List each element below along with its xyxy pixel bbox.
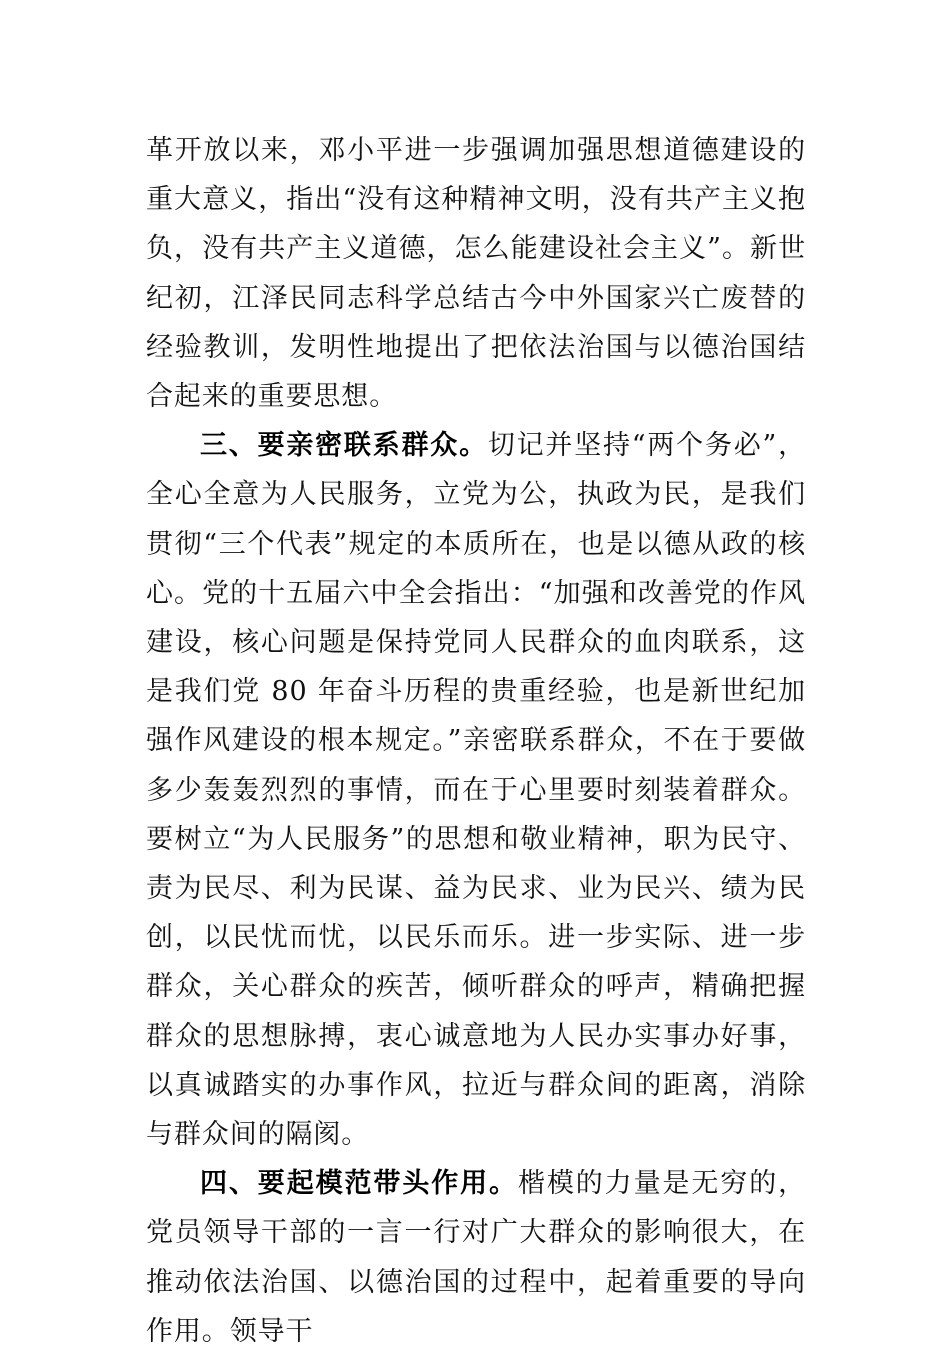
paragraph-text: 切记并坚持“两个务必”，全心全意为人民服务，立党为公，执政为民，是我们贯彻“三个代表”规定的本质所在，也是以德从政的核心。党的十五届六中全会指出：“加强和改善党的作风建设，核心问题是保持党同人民群众的血肉联系，这是我们党 80 年奋斗历程的贵重经验，也是新世纪加强作风建设的根本规定。”亲密联系群众，不在于要做多少轰轰烈烈的事情，而在于心里要时刻装着群众。要树立“为人民服务”的思想和敬业精神，职为民守、责为民尽、利为民谋、益为民求、业为民兴、绩为民创，以民忧而忧，以民乐而乐。进一步实际、进一步群众，关心群众的疾苦，倾听群众的呼声，精确把握群众的思想脉搏，衷心诚意地为人民办实事办好事，以真诚踏实的办事作风，拉近与群众间的距离，消除与群众间的隔阂。 (146, 430, 807, 1151)
paragraph-section-four (146, 1159, 806, 1356)
paragraph-section-three (146, 421, 806, 1159)
paragraph-text: 革开放以来，邓小平进一步强调加强思想道德建设的重大意义，指出“没有这种精神文明，没有共产主义抱负，没有共产主义道德，怎么能建设社会主义”。新世纪初，江泽民同志科学总结古今中外国家兴亡废替的经验教训，发明性地提出了把依法治国与以德治国结合起来的重要思想。 (146, 135, 806, 413)
section-heading-three: 三、要亲密联系群众。 (200, 430, 488, 462)
section-heading-four: 四、要起模范带头作用。 (200, 1168, 518, 1200)
document-body (146, 126, 806, 1356)
paragraph-text: 楷模的力量是无穷的，党员领导干部的一言一行对广大群众的影响很大，在推动依法治国、以德治国的过程中，起着重要的导向作用。领导干 (146, 1168, 806, 1347)
paragraph-intro-continuation (146, 126, 806, 421)
